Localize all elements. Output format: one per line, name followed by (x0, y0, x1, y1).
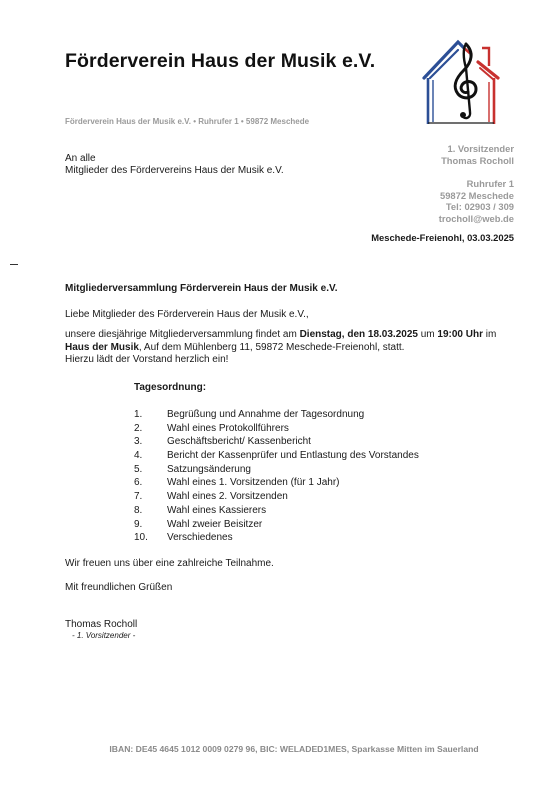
agenda-number: 7. (134, 491, 143, 503)
contact-city: 59872 Meschede (439, 189, 514, 201)
agenda-number: 10. (134, 532, 148, 544)
agenda-text: Wahl zweier Beisitzer (167, 518, 263, 530)
agenda-item (134, 408, 419, 422)
agenda-text: Wahl eines Kassierers (167, 504, 267, 516)
agenda-list (134, 408, 419, 545)
agenda-text: Verschiedenes (167, 532, 233, 544)
agenda-item (134, 463, 419, 477)
agenda-text: Satzungsänderung (167, 463, 251, 475)
salutation: Liebe Mitglieder des Förderverein Haus der Musik e.V., (65, 309, 309, 320)
bank-details-footer: IBAN: DE45 4645 1012 0009 0279 96, BIC: WELADED1MES, Sparkasse Mitten im Sauerland (109, 744, 479, 754)
invitation-text: im (483, 329, 497, 340)
invitation-closing: Hierzu lädt der Vorstand herzlich ein! (65, 354, 229, 365)
contact-role: 1. Vorsitzender (447, 143, 514, 154)
agenda-title: Tagesordnung: (134, 382, 207, 393)
meeting-address: , Auf dem Mühlenberg 11, 59872 Meschede-Freienohl, statt. (138, 341, 405, 353)
invitation-text: unsere diesjährige Mitgliederversammlung findet am (65, 329, 300, 340)
agenda-number: 4. (134, 450, 143, 462)
agenda-item (134, 476, 419, 490)
date-line: Meschede-Freienohl, 03.03.2025 (371, 232, 514, 243)
agenda-item (134, 422, 419, 436)
contact-email: trocholl@web.de (438, 212, 514, 224)
agenda-number: 9. (134, 518, 143, 530)
contact-phone: Tel: 02903 / 309 (445, 201, 514, 213)
agenda-number: 1. (134, 409, 143, 420)
agenda-item (134, 531, 419, 545)
agenda-text: Wahl eines 1. Vorsitzenden (für 1 Jahr) (167, 477, 340, 489)
closing-line: Wir freuen uns über eine zahlreiche Teilnahme. (65, 558, 274, 569)
agenda-item (134, 449, 419, 463)
agenda-text: Geschäftsbericht/ Kassenbericht (167, 436, 311, 448)
agenda-item (134, 504, 419, 518)
letter-subject: Mitgliederversammlung Förderverein Haus der Musik e.V. (65, 283, 338, 294)
agenda-number: 3. (134, 436, 143, 448)
meeting-time: 19:00 Uhr (437, 329, 483, 340)
signature-name: Thomas Rocholl (65, 619, 138, 630)
agenda-text: Begrüßung und Annahme der Tagesordnung (167, 409, 365, 420)
greeting-line: Mit freundlichen Grüßen (65, 582, 173, 593)
agenda-number: 5. (134, 463, 143, 475)
agenda-number: 8. (134, 504, 143, 516)
agenda-number: 6. (134, 477, 143, 489)
meeting-venue: Haus der Musik (65, 341, 139, 353)
meeting-date: Dienstag, den 18.03.2025 (299, 329, 418, 340)
signature-role: - 1. Vorsitzender - (72, 631, 136, 640)
recipient-line: Mitglieder des Fördervereins Haus der Musik e.V. (65, 165, 284, 176)
sender-address-line: Förderverein Haus der Musik e.V. • Ruhrufer 1 • 59872 Meschede (65, 117, 310, 126)
invitation-paragraph (65, 329, 520, 367)
agenda-item (134, 435, 419, 449)
agenda-text: Wahl eines Protokollführers (167, 422, 289, 434)
contact-street: Ruhrufer 1 (466, 178, 514, 190)
contact-name: Thomas Rocholl (441, 154, 514, 166)
fold-mark (10, 264, 18, 265)
invitation-text: um (417, 329, 438, 340)
agenda-item (134, 518, 419, 532)
recipient-block (65, 153, 284, 177)
agenda-number: 2. (134, 422, 143, 434)
contact-block (439, 143, 514, 225)
house-treble-clef-logo (420, 38, 502, 124)
agenda-text: Bericht der Kassenprüfer und Entlastung des Vorstandes (167, 450, 419, 462)
agenda-item (134, 490, 419, 504)
recipient-line: An alle (65, 153, 96, 164)
agenda-text: Wahl eines 2. Vorsitzenden (167, 491, 288, 503)
organization-title: Förderverein Haus der Musik e.V. (65, 50, 376, 72)
